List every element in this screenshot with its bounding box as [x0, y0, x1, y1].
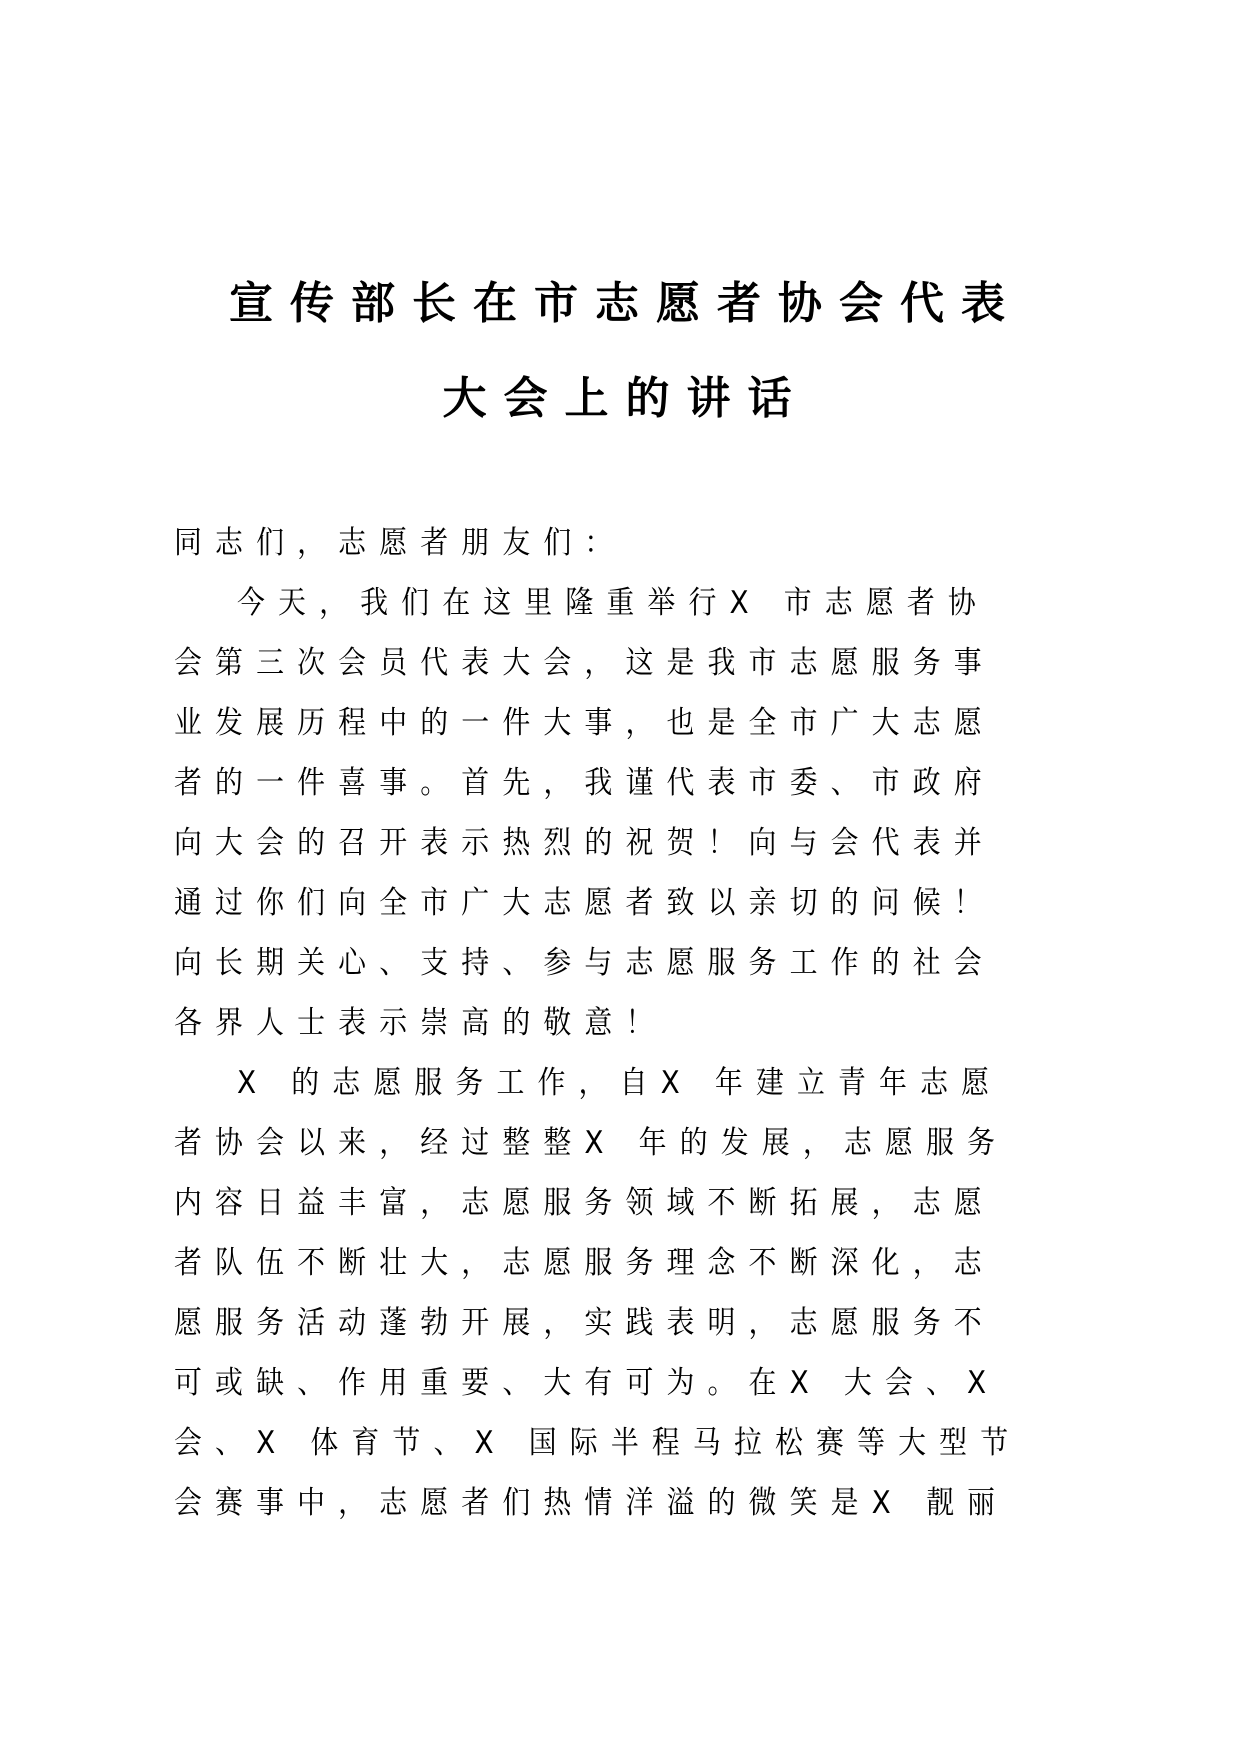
- body-text-line: 向长期关心、支持、参与志愿服务工作的社会: [174, 945, 995, 981]
- body-text-line: 会第三次会员代表大会，这是我市志愿服务事: [174, 645, 995, 681]
- body-text-line: 愿服务活动蓬勃开展，实践表明，志愿服务不: [174, 1305, 995, 1341]
- body-text-line: 各界人士表示崇高的敬意！: [174, 1005, 667, 1041]
- title-line-2: 大会上的讲话: [442, 373, 809, 424]
- body-text-line: 可或缺、作用重要、大有可为。在X 大会、X: [174, 1365, 1000, 1401]
- document-body: [174, 513, 1074, 1533]
- body-text-line: 会赛事中，志愿者们热情洋溢的微笑是X 靓丽: [174, 1485, 1009, 1521]
- body-text-line: 会、X 体育节、X 国际半程马拉松赛等大型节: [174, 1425, 1022, 1461]
- body-text-line: 内容日益丰富，志愿服务领域不断拓展，志愿: [174, 1185, 995, 1221]
- salutation: 同志们，志愿者朋友们：: [174, 525, 626, 561]
- body-text-line: 向大会的召开表示热烈的祝贺！向与会代表并: [174, 825, 995, 861]
- body-text-line: 今天，我们在这里隆重举行X 市志愿者协: [237, 585, 989, 621]
- body-paragraphs: [174, 573, 1074, 1533]
- body-text-line: X 的志愿服务工作，自X 年建立青年志愿: [237, 1065, 1003, 1101]
- body-text-line: 通过你们向全市广大志愿者致以亲切的问候！: [174, 885, 995, 921]
- title-line-1: 宣传部长在市志愿者协会代表: [229, 278, 1022, 329]
- body-text-line: 者队伍不断壮大，志愿服务理念不断深化，志: [174, 1245, 995, 1281]
- document-title: [0, 278, 1234, 424]
- body-text-line: 者协会以来，经过整整X 年的发展，志愿服务: [174, 1125, 1009, 1161]
- body-text-line: 业发展历程中的一件大事，也是全市广大志愿: [174, 705, 995, 741]
- body-text-line: 者的一件喜事。首先，我谨代表市委、市政府: [174, 765, 995, 801]
